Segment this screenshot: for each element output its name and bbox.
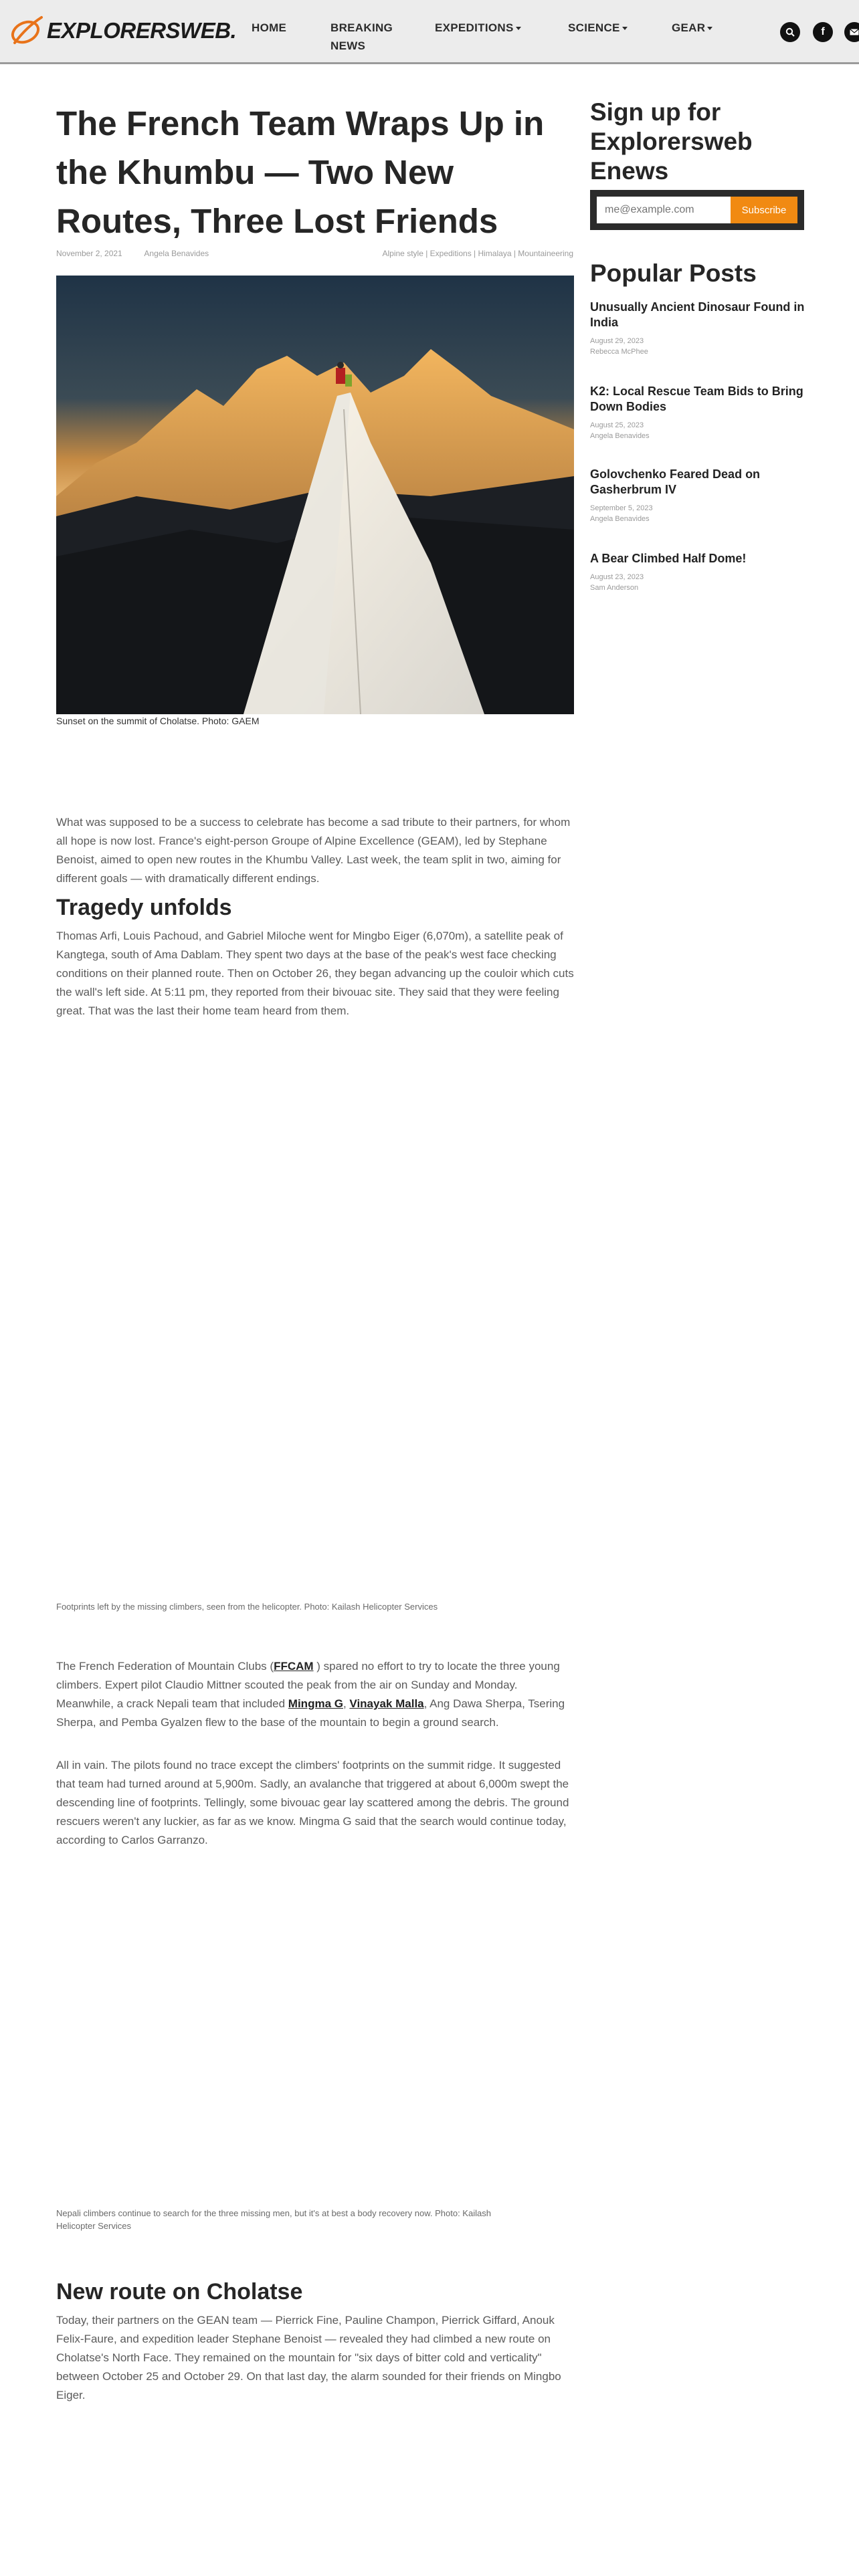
nepali-search-caption: Nepali climbers continue to search for the three missing men, but it's at best a body recovery now. Photo: Kailash Helicopter Services xyxy=(56,2208,491,2231)
email-icon[interactable] xyxy=(844,22,859,42)
mingma-g-link[interactable]: Mingma G xyxy=(288,1697,343,1710)
article-author[interactable]: Angela Benavides xyxy=(144,249,209,258)
chevron-down-icon xyxy=(707,27,712,30)
popular-post-date: September 5, 2023 xyxy=(590,504,653,512)
nav-gear[interactable] xyxy=(672,19,712,37)
popular-post-author: Rebecca McPhee xyxy=(590,348,648,356)
nav-home-label: HOME xyxy=(252,21,287,34)
all-in-vain-paragraph: All in vain. The pilots found no trace except the climbers' footprints on the summit ridge. It suggested that team had turned around at 5,900m. Sadly, an avalanche that triggered at about 6,000m swept the descending line of footprints. Tellingly, some bivouac gear lay scattered among the debris. The ground rescuers weren't any luckier, as far as we know. Mingma G said that the search would continue today, according to Carlos Garranzo. xyxy=(56,1759,569,1846)
popular-post-item[interactable] xyxy=(590,551,811,592)
nav-expeditions[interactable] xyxy=(435,19,521,37)
intro-paragraph: What was supposed to be a success to celebrate has become a sad tribute to their partners, for whom all hope is now lost. France's eight-person Groupe of Alpine Excellence (GEAM), led by Stephane Benoist, aimed to open new routes in the Khumbu Valley. Last week, the team split in two, aiming for different goals — with dramatically different endings. xyxy=(56,816,571,885)
facebook-icon[interactable]: f xyxy=(813,22,833,42)
newsletter-title: Sign up for Explorersweb Enews xyxy=(590,98,753,185)
ffcam-link[interactable]: FFCAM xyxy=(274,1660,314,1673)
chevron-down-icon xyxy=(516,27,521,30)
popular-post-item[interactable] xyxy=(590,467,811,523)
nav-breaking-news[interactable] xyxy=(330,19,404,55)
site-header xyxy=(0,0,859,64)
nav-science-label: SCIENCE xyxy=(568,21,620,34)
site-logo[interactable] xyxy=(9,13,236,48)
chevron-down-icon xyxy=(622,27,628,30)
nav-home[interactable] xyxy=(252,19,286,37)
heading-new-route-cholatse: New route on Cholatse xyxy=(56,2279,303,2304)
email-field[interactable] xyxy=(597,197,731,223)
newsletter-form xyxy=(590,190,804,230)
popular-post-author: Sam Anderson xyxy=(590,584,639,592)
ffcam-comma: , xyxy=(343,1697,350,1710)
popular-post-date: August 25, 2023 xyxy=(590,421,644,429)
popular-post-author: Angela Benavides xyxy=(590,432,650,440)
popular-post-title[interactable]: Unusually Ancient Dinosaur Found in India xyxy=(590,300,805,329)
logo-wordmark: EXPLORERSWEB. xyxy=(47,18,237,43)
popular-post-title[interactable]: A Bear Climbed Half Dome! xyxy=(590,552,747,565)
nav-gear-label: GEAR xyxy=(672,21,706,34)
ffcam-text-1: The French Federation of Mountain Clubs ( xyxy=(56,1660,274,1673)
ffcam-text-3: , Ang Dawa Sherpa, Tsering Sherpa, and Pemba Gyalzen flew to the base of the mountain to begin a ground search. xyxy=(56,1697,565,1729)
popular-post-item[interactable] xyxy=(590,384,811,440)
popular-posts-heading: Popular Posts xyxy=(590,259,757,287)
popular-post-date: August 23, 2023 xyxy=(590,573,644,581)
article-title: The French Team Wraps Up in the Khumbu — Two New Routes, Three Lost Friends xyxy=(56,104,545,240)
article-tags[interactable]: Alpine style | Expeditions | Himalaya | Mountaineering xyxy=(382,249,573,258)
footprints-caption: Footprints left by the missing climbers, seen from the helicopter. Photo: Kailash Helicopter Services xyxy=(56,1602,438,1612)
vinayak-malla-link[interactable]: Vinayak Malla xyxy=(349,1697,424,1710)
popular-post-title[interactable]: Golovchenko Feared Dead on Gasherbrum IV xyxy=(590,467,761,496)
search-icon[interactable] xyxy=(780,22,800,42)
heading-tragedy-unfolds: Tragedy unfolds xyxy=(56,895,232,920)
popular-post-item[interactable] xyxy=(590,300,811,356)
popular-post-title[interactable]: K2: Local Rescue Team Bids to Bring Down Bodies xyxy=(590,385,803,413)
hero-image xyxy=(56,276,574,714)
subscribe-button[interactable]: Subscribe xyxy=(731,197,797,223)
logo-swoosh-icon xyxy=(9,13,44,48)
new-route-paragraph: Today, their partners on the GEAN team — Pierrick Fine, Pauline Champon, Pierrick Giffard, Anouk Felix-Faure, and expedition leader Stephane Benoist — revealed they had climbed a new route on Cholatse's North Face. They remained on the mountain for "six days of bitter cold and verticality" between October 25 and October 29. On that last day, the alarm sounded for their friends on Mingbo Eiger. xyxy=(56,2314,561,2401)
nav-expeditions-label: EXPEDITIONS xyxy=(435,21,514,34)
ffcam-text-2: ) spared no effort to try to locate the three young climbers. Expert pilot Claudio Mittner scouted the peak from the air on Sunday and Monday. Meanwhile, a crack Nepali team that included xyxy=(56,1660,560,1710)
article-meta xyxy=(56,249,229,258)
ffcam-paragraph xyxy=(56,1657,578,1732)
nav-science[interactable] xyxy=(568,19,628,37)
nav-breaking-news-label: BREAKING NEWS xyxy=(330,21,393,52)
popular-post-date: August 29, 2023 xyxy=(590,337,644,345)
tragedy-paragraph: Thomas Arfi, Louis Pachoud, and Gabriel Miloche went for Mingbo Eiger (6,070m), a satellite peak of Kangtega, south of Ama Dablam. They spent two days at the base of the peak's west face checking conditions on their planned route. Then on October 26, they began advancing up the couloir which cuts the wall's left side. At 5:11 pm, they reported from their bivouac site. They said that they were feeling great. That was the last their home team heard from them. xyxy=(56,930,574,1017)
popular-post-author: Angela Benavides xyxy=(590,515,650,523)
article-date: November 2, 2021 xyxy=(56,249,122,258)
hero-caption: Sunset on the summit of Cholatse. Photo: GAEM xyxy=(56,716,260,726)
